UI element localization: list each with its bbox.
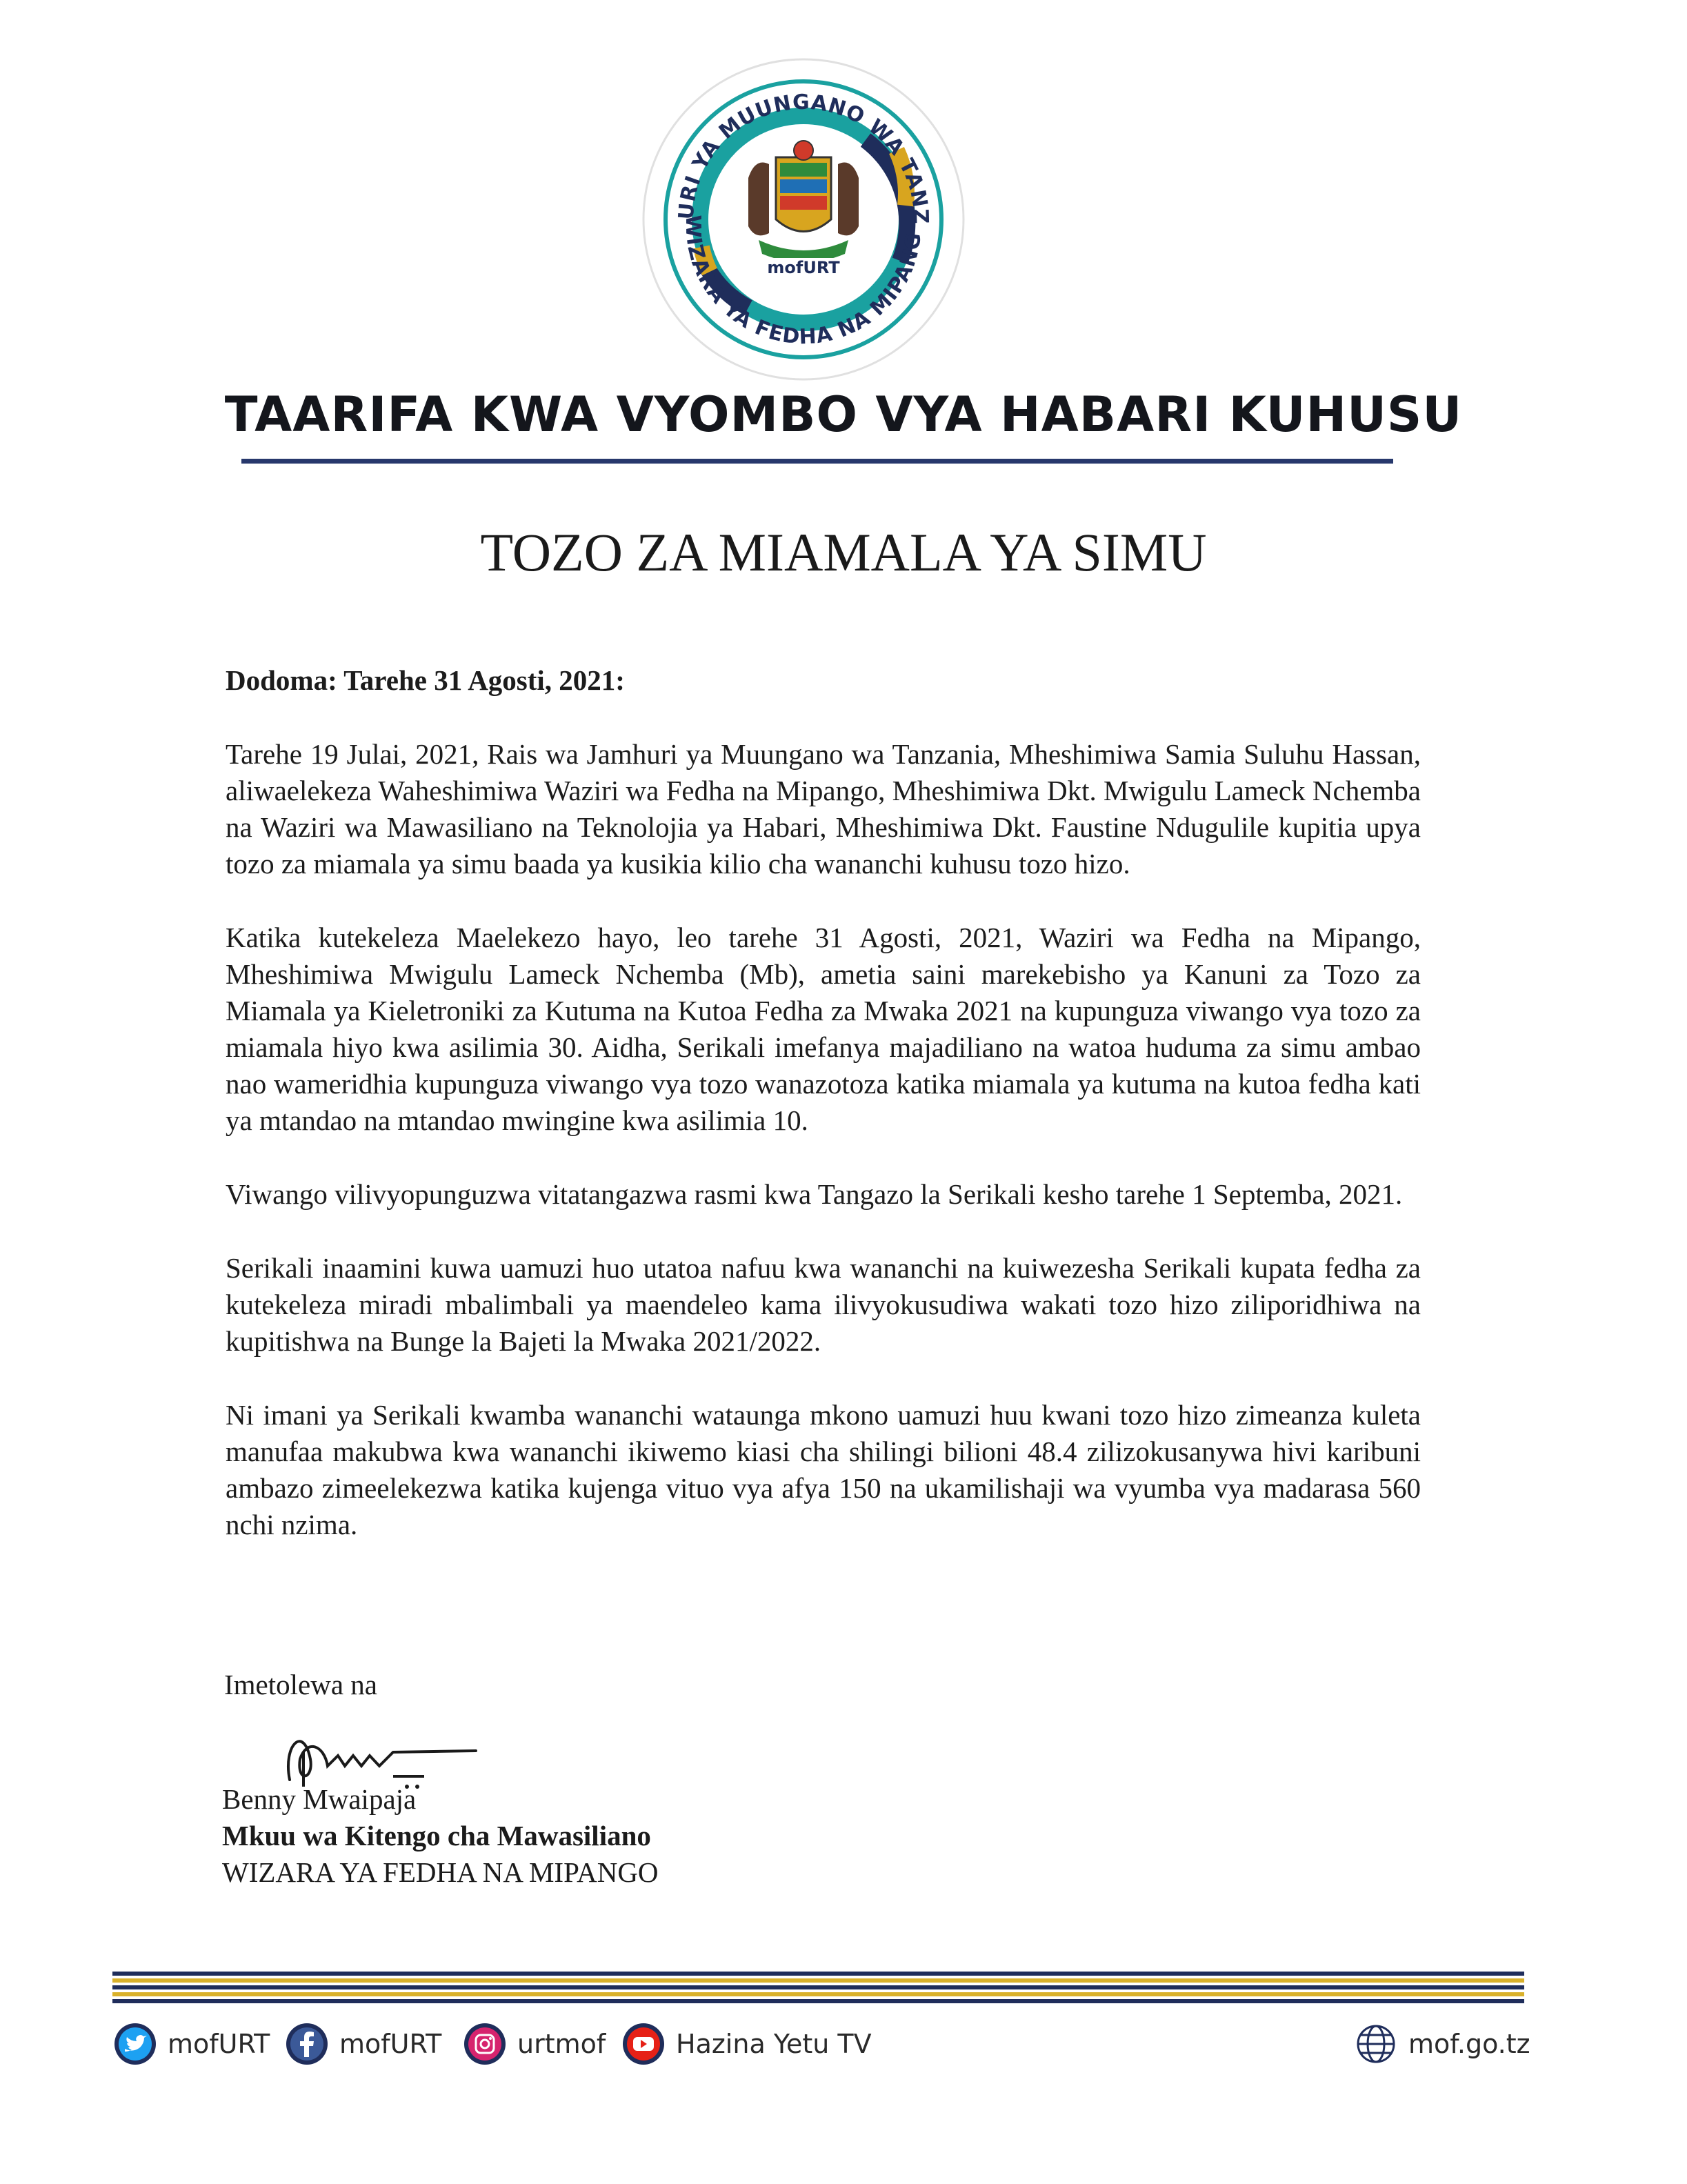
signer-block bbox=[222, 1781, 659, 1891]
footer bbox=[0, 2021, 1687, 2076]
signer-role: Mkuu wa Kitengo cha Mawasiliano bbox=[222, 1820, 651, 1852]
signer-ministry: WIZARA YA FEDHA NA MIPANGO bbox=[222, 1856, 659, 1888]
footer-instagram[interactable] bbox=[462, 2021, 606, 2067]
youtube-icon bbox=[621, 2021, 666, 2067]
ministry-logo bbox=[638, 54, 969, 385]
signer-name: Benny Mwaipaja bbox=[222, 1783, 417, 1815]
facebook-icon bbox=[284, 2021, 330, 2067]
dateline: Dodoma: Tarehe 31 Agosti, 2021: bbox=[226, 664, 625, 696]
twitter-icon bbox=[112, 2021, 158, 2067]
twitter-handle: mofURT bbox=[168, 2029, 270, 2059]
press-release-body bbox=[226, 662, 1421, 1580]
logo-top-text: URI YA MUUNGANO WA TANZ bbox=[674, 90, 933, 225]
logo-bottom-text: WIZARA YA FEDHA NA MIPANG bbox=[680, 215, 927, 350]
globe-icon bbox=[1353, 2021, 1399, 2067]
headline-underline bbox=[241, 459, 1393, 464]
footer-stripes bbox=[112, 1972, 1524, 2003]
headline: TAARIFA KWA VYOMBO VYA HABARI KUHUSU bbox=[224, 386, 1463, 443]
footer-facebook[interactable] bbox=[284, 2021, 441, 2067]
instagram-icon bbox=[462, 2021, 508, 2067]
paragraph-4: Serikali inaamini kuwa uamuzi huo utatoa nafuu kwa wananchi na kuiwezesha Serikali kupata fedha za kutekeleza miradi mbalimbali ya maendeleo kama ilivyokusudiwa wakati tozo hizo ziliporidhiwa na kupitishwa na Bunge la Bajeti la Mwaka 2021/2022. bbox=[226, 1252, 1421, 1357]
footer-website[interactable] bbox=[1353, 2021, 1530, 2067]
ministry-seal-icon bbox=[638, 54, 969, 385]
youtube-channel: Hazina Yetu TV bbox=[676, 2029, 872, 2059]
page-title: TOZO ZA MIAMALA YA SIMU bbox=[480, 522, 1207, 582]
logo-center-label: mofURT bbox=[767, 258, 840, 277]
instagram-handle: urtmof bbox=[517, 2029, 606, 2059]
paragraph-2: Katika kutekeleza Maelekezo hayo, leo tarehe 31 Agosti, 2021, Waziri wa Fedha na Mipango, Mheshimiwa Mwigulu Lameck Nchemba (Mb), ametia saini marekebisho ya Kanuni za Tozo za Miamala ya Kieletroniki za Kutuma na Kutoa Fedha za Mwaka 2021 na kupunguza viwango vya tozo za miamala hiyo kwa asilimia 30. Aidha, Serikali imefanya majadiliano na watoa huduma za simu ambao nao wameridhia kupunguza viwango vya tozo wanazotoza katika miamala ya kutuma na kutoa fedha kati ya mtandao na mtandao mwingine kwa asilimia 10. bbox=[226, 922, 1421, 1136]
footer-youtube[interactable] bbox=[621, 2021, 872, 2067]
facebook-handle: mofURT bbox=[339, 2029, 442, 2059]
footer-twitter[interactable] bbox=[112, 2021, 270, 2067]
paragraph-5: Ni imani ya Serikali kwamba wananchi wataunga mkono uamuzi huu kwani tozo hizo zimeanza kuleta manufaa makubwa kwa wananchi ikiwemo kiasi cha shilingi bilioni 48.4 zilizokusanywa hivi karibuni ambazo zimeelekezwa katika kujenga vituo vya afya 150 na ukamilishaji wa vyumba vya madarasa 560 nchi nzima. bbox=[226, 1399, 1421, 1540]
issued-by-label: Imetolewa na bbox=[224, 1669, 377, 1700]
website-url: mof.go.tz bbox=[1408, 2029, 1530, 2059]
paragraph-3: Viwango vilivyopunguzwa vitatangazwa rasmi kwa Tangazo la Serikali kesho tarehe 1 Septemba, 2021. bbox=[226, 1178, 1403, 1210]
paragraph-1: Tarehe 19 Julai, 2021, Rais wa Jamhuri ya Muungano wa Tanzania, Mheshimiwa Samia Suluhu Hassan, aliwaelekeza Waheshimiwa Waziri wa Fedha na Mipango, Mheshimiwa Dkt. Mwigulu Lameck Nchemba na Waziri wa Mawasiliano na Teknolojia ya Habari, Mheshimiwa Dkt. Faustine Ndugulile kupitia upya tozo za miamala ya simu baada ya kusikia kilio cha wananchi kuhusu tozo hizo. bbox=[226, 738, 1421, 880]
